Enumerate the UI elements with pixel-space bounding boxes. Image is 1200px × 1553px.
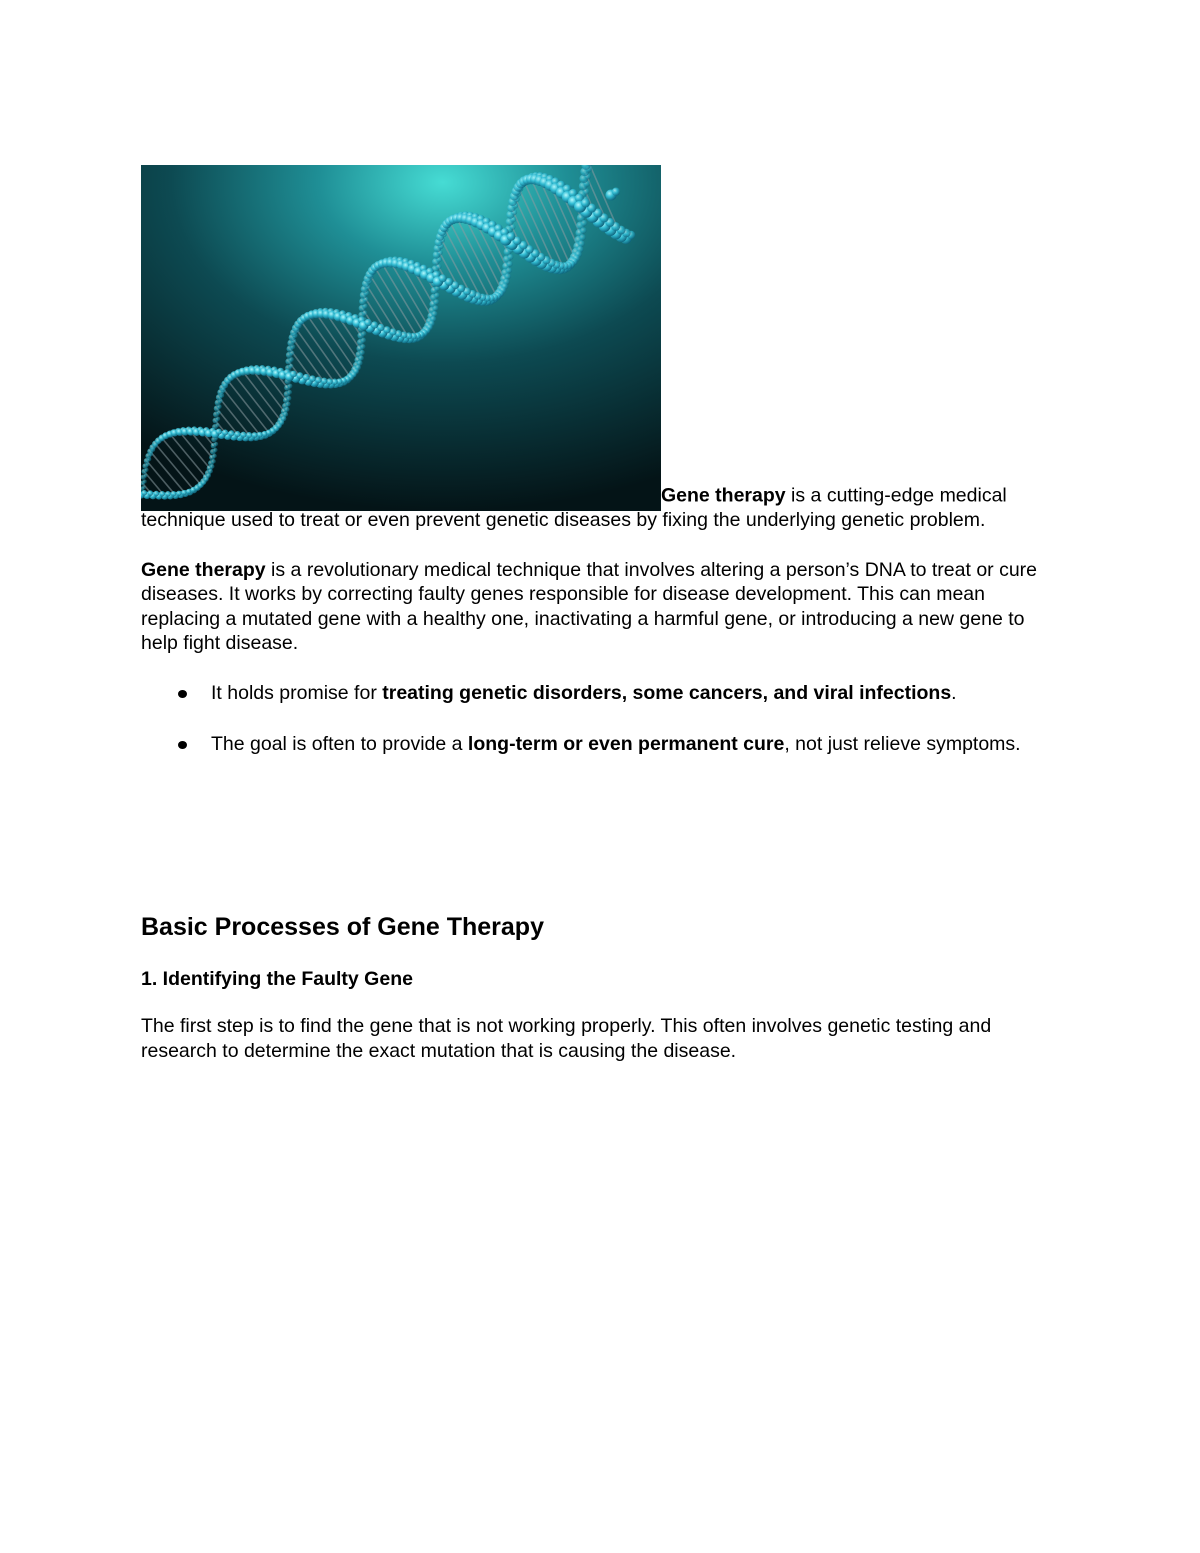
paragraph-2-text: is a revolutionary medical technique that involves altering a person’s DNA to treat or cure diseases. It works by correcting faulty genes responsible for disease development. This can mean replacing a mutated gene with a healthy one, inactivating a harmful gene, or introducing a new gene to help fight disease. <box>141 558 1038 654</box>
document-content <box>141 165 1061 1062</box>
list-item <box>141 681 1061 706</box>
bullet-text-bold: treating genetic disorders, some cancers, and viral infections <box>382 681 952 704</box>
list-item <box>141 732 1061 757</box>
bullet-text-before: It holds promise for <box>211 681 383 704</box>
bullet-text-after: , not just relieve symptoms. <box>784 733 1021 755</box>
bullet-text-before: The goal is often to provide a <box>211 733 468 755</box>
intro-text: is a cutting-edge medical technique used to treat or even prevent genetic diseases by fixing the underlying genetic problem. <box>141 484 1007 531</box>
intro-lead-bold: Gene therapy <box>661 484 786 507</box>
section-subheading: 1. Identifying the Faulty Gene <box>141 968 413 990</box>
bullet-dot-icon <box>178 741 187 749</box>
dna-helix-image <box>141 165 661 511</box>
bullet-text-bold: long-term or even permanent cure <box>467 733 785 755</box>
section-heading: Basic Processes of Gene Therapy <box>141 913 544 941</box>
bullet-dot-icon <box>178 690 187 698</box>
bullet-text-after: . <box>951 681 957 704</box>
bullet-list <box>141 681 1061 757</box>
intro-paragraph <box>141 165 1061 533</box>
paragraph-2-lead-bold: Gene therapy <box>141 558 266 581</box>
paragraph-2 <box>141 558 1061 656</box>
section-body: The first step is to find the gene that is not working properly. This often involves genetic testing and research to determine the exact mutation that is causing the disease. <box>141 1015 992 1062</box>
